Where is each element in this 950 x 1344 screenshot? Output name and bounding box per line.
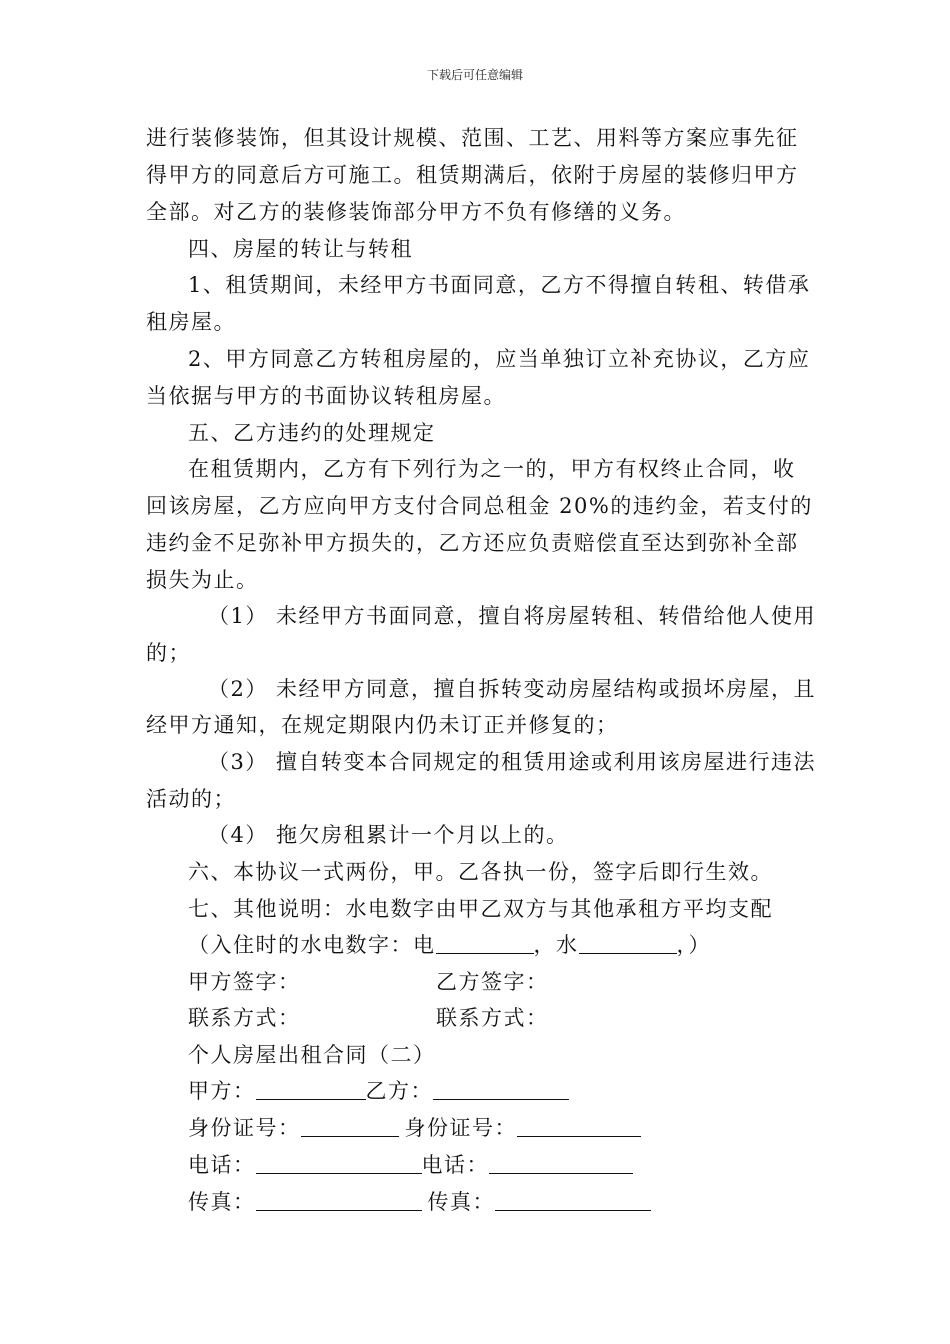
- phone-a-label: 电话：: [188, 1153, 256, 1177]
- id-b-label: 身份证号：: [404, 1116, 517, 1140]
- party-b-sign-label: 乙方签字：: [436, 970, 549, 994]
- section-heading: 七、其他说明：水电数字由甲乙双方与其他承租方平均支配: [188, 897, 773, 921]
- contact-a-label: 联系方式：: [188, 1006, 301, 1030]
- signature-row: [188, 969, 301, 995]
- body-line: 当依据与甲方的书面协议转租房屋。: [146, 384, 506, 408]
- list-item: （2） 未经甲方同意，擅自拆转变动房屋结构或损坏房屋，且: [208, 677, 817, 701]
- party-b-label: 乙方：: [365, 1079, 433, 1103]
- body-line: 进行装修装饰，但其设计规模、范围、工艺、用料等方案应事先征: [146, 126, 799, 150]
- id-a-label: 身份证号：: [188, 1116, 301, 1140]
- body-line: 1、租赁期间，未经甲方书面同意，乙方不得擅自转租、转借承: [188, 273, 811, 297]
- id-b-blank[interactable]: [517, 1116, 641, 1137]
- phone-a-blank[interactable]: [256, 1153, 422, 1174]
- meter-mid: ，水: [533, 933, 579, 957]
- body-line: 损失为止。: [146, 568, 259, 592]
- body-line: 2、甲方同意乙方转租房屋的，应当单独订立补充协议，乙方应: [188, 347, 811, 371]
- party-a-label: 甲方：: [188, 1079, 256, 1103]
- id-a-blank[interactable]: [301, 1116, 399, 1137]
- contract-title: 个人房屋出租合同（二）: [188, 1043, 436, 1067]
- fax-a-label: 传真：: [188, 1190, 256, 1214]
- water-blank[interactable]: [579, 933, 677, 954]
- fax-b-label: 传真：: [427, 1190, 495, 1214]
- body-line: 违约金不足弥补甲方损失的，乙方还应负责赔偿直至达到弥补全部: [146, 531, 799, 555]
- section-heading: 六、本协议一式两份，甲。乙各执一份，签字后即行生效。: [188, 860, 773, 884]
- section-heading: 五、乙方违约的处理规定: [188, 421, 436, 445]
- meter-line: [188, 932, 711, 958]
- body-line: 经甲方通知，在规定期限内仍未订正并修复的；: [146, 713, 619, 737]
- party-row: [188, 1078, 569, 1104]
- list-item: （1） 未经甲方书面同意，擅自将房屋转租、转借给他人使用: [208, 604, 817, 628]
- list-item: （3） 擅自转变本合同规定的租赁用途或利用该房屋进行违法: [208, 750, 817, 774]
- meter-close: ，）: [676, 933, 711, 957]
- fax-a-blank[interactable]: [256, 1190, 422, 1211]
- phone-b-label: 电话：: [421, 1153, 489, 1177]
- section-heading: 四、房屋的转让与转租: [188, 237, 413, 261]
- fax-row: [188, 1189, 651, 1215]
- body-line: 活动的；: [146, 787, 236, 811]
- body-line: 租房屋。: [146, 310, 236, 334]
- id-row: [188, 1115, 641, 1141]
- page-header: 下载后可任意编辑: [426, 68, 523, 82]
- body-line: 全部。对乙方的装修装饰部分甲方不负有修缮的义务。: [146, 200, 686, 224]
- contact-b-label: 联系方式：: [436, 1006, 549, 1030]
- phone-row: [188, 1152, 633, 1178]
- body-line: 在租赁期内，乙方有下列行为之一的，甲方有权终止合同，收: [188, 457, 796, 481]
- party-b-blank[interactable]: [433, 1079, 569, 1100]
- list-item: （4） 拖欠房租累计一个月以上的。: [208, 823, 569, 847]
- body-line: 得甲方的同意后方可施工。租赁期满后，依附于房屋的装修归甲方: [146, 163, 799, 187]
- electricity-blank[interactable]: [436, 933, 534, 954]
- fax-b-blank[interactable]: [495, 1190, 651, 1211]
- body-line: 的；: [146, 641, 191, 665]
- meter-open: （入住时的水电数字：电: [188, 933, 436, 957]
- body-line: 回该房屋，乙方应向甲方支付合同总租金 20%的违约金，若支付的: [146, 494, 813, 518]
- phone-b-blank[interactable]: [489, 1153, 633, 1174]
- party-a-sign-label: 甲方签字：: [188, 970, 301, 994]
- party-a-blank[interactable]: [256, 1079, 366, 1100]
